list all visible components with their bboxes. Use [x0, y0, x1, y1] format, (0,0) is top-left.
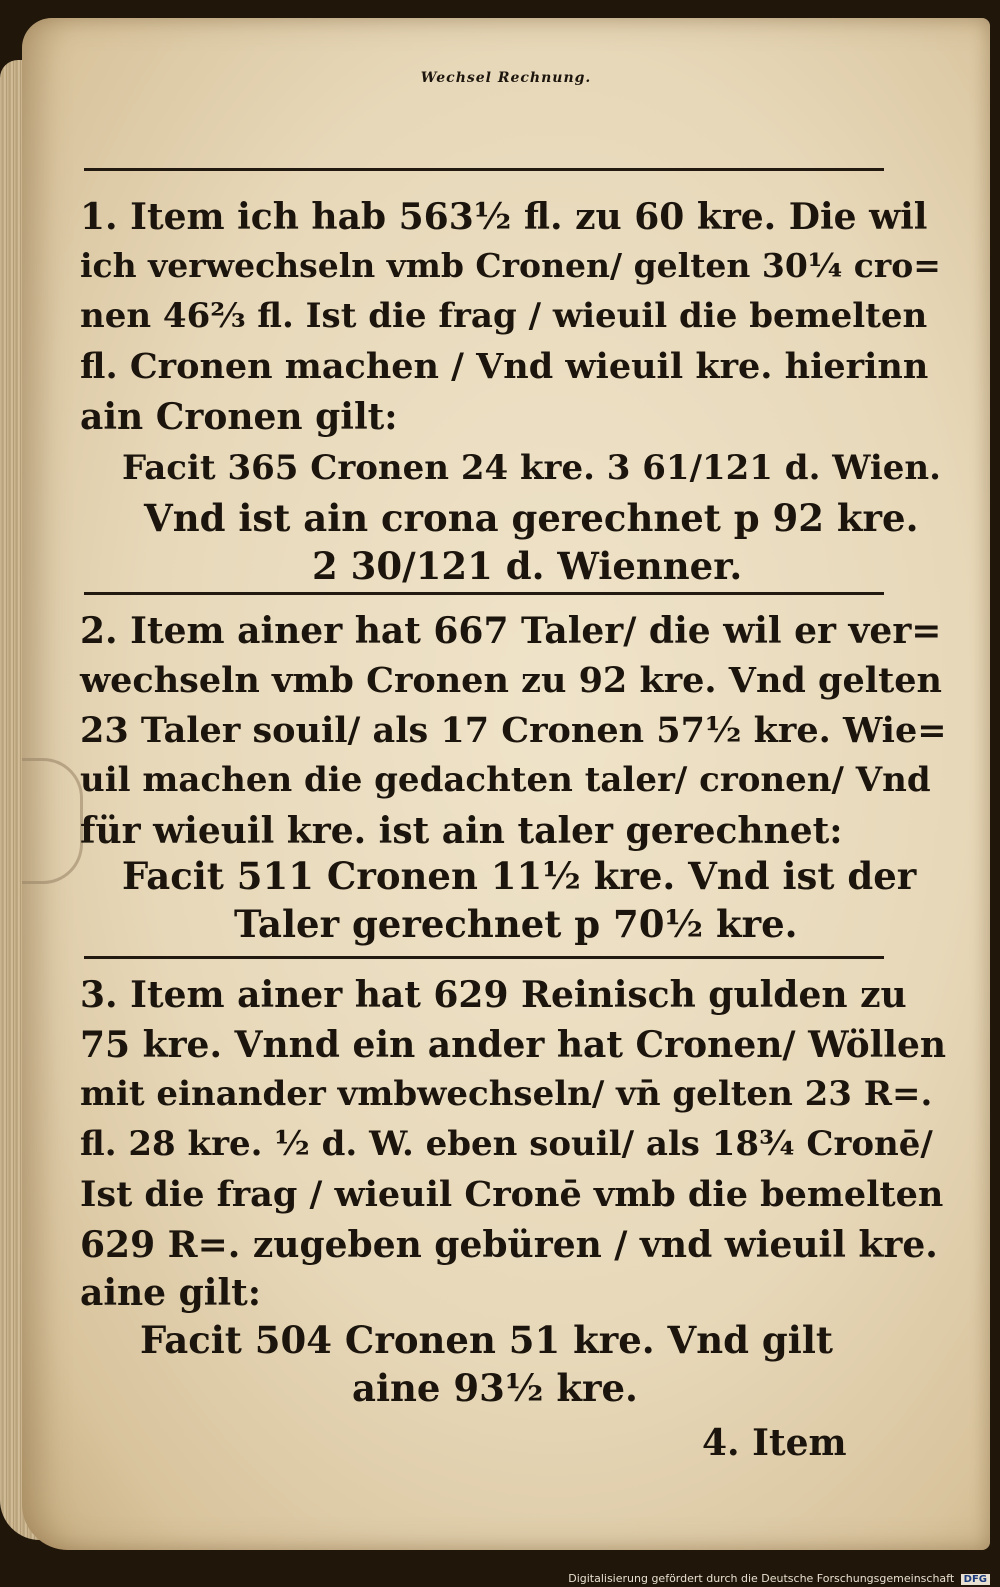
problem-1-facit-1: Facit 365 Cronen 24 kre. 3 61/121 d. Wien.	[122, 448, 941, 488]
divider	[84, 592, 884, 595]
problem-3-line-4: fl. 28 kre. ½ d. W. eben souil/ als 18¾ Cronē/	[80, 1124, 933, 1164]
problem-2-line-1: 2. Item ainer hat 667 Taler/ die wil er ver=	[80, 610, 942, 652]
page-title: Wechsel Rechnung.	[420, 70, 592, 86]
problem-3-line-1: 3. Item ainer hat 629 Reinisch gulden zu	[80, 974, 907, 1016]
problem-3-line-6: 629 R=. zugeben gebüren / vnd wieuil kre.	[80, 1224, 938, 1266]
problem-1-line-1: 1. Item ich hab 563½ fl. zu 60 kre. Die wil	[80, 196, 928, 238]
problem-1-line-2: ich verwechseln vmb Cronen/ gelten 30¼ cro=	[80, 246, 941, 285]
digitization-credit	[568, 1572, 990, 1585]
problem-1-line-4: fl. Cronen machen / Vnd wieuil kre. hierinn	[80, 346, 929, 387]
problem-3-line-5: Ist die frag / wieuil Cronē vmb die bemelten	[80, 1174, 944, 1215]
problem-3-facit-1: Facit 504 Cronen 51 kre. Vnd gilt	[140, 1318, 833, 1362]
problem-1-line-5: ain Cronen gilt:	[80, 396, 398, 438]
problem-2-line-3: 23 Taler souil/ als 17 Cronen 57½ kre. Wie=	[80, 710, 947, 751]
problem-1-line-3: nen 46⅔ fl. Ist die frag / wieuil die bemelten	[80, 296, 928, 336]
problem-2-facit-2: Taler gerechnet p 70½ kre.	[234, 902, 798, 946]
divider	[84, 168, 884, 171]
clasp-mark	[22, 758, 83, 884]
problem-3-line-3: mit einander vmbwechseln/ vn̄ gelten 23 R=.	[80, 1074, 933, 1114]
problem-1-facit-2: Vnd ist ain crona gerechnet p 92 kre.	[144, 496, 919, 540]
problem-3-line-7: aine gilt:	[80, 1272, 262, 1314]
credit-text: Digitalisierung gefördert durch die Deutsche Forschungsgemeinschaft	[568, 1572, 955, 1585]
catchword: 4. Item	[702, 1422, 847, 1464]
problem-1-facit-3: 2 30/121 d. Wienner.	[312, 544, 743, 588]
dfg-logo: DFG	[961, 1574, 990, 1585]
problem-2-line-5: für wieuil kre. ist ain taler gerechnet:	[80, 810, 843, 852]
problem-3-facit-2: aine 93½ kre.	[352, 1366, 638, 1410]
problem-3-line-2: 75 kre. Vnnd ein ander hat Cronen/ Wöllen	[80, 1024, 947, 1066]
divider	[84, 956, 884, 959]
problem-2-facit-1: Facit 511 Cronen 11½ kre. Vnd ist der	[122, 854, 917, 898]
problem-2-line-4: uil machen die gedachten taler/ cronen/ Vnd	[80, 760, 931, 800]
problem-2-line-2: wechseln vmb Cronen zu 92 kre. Vnd gelten	[80, 660, 942, 701]
book-page	[22, 18, 990, 1550]
